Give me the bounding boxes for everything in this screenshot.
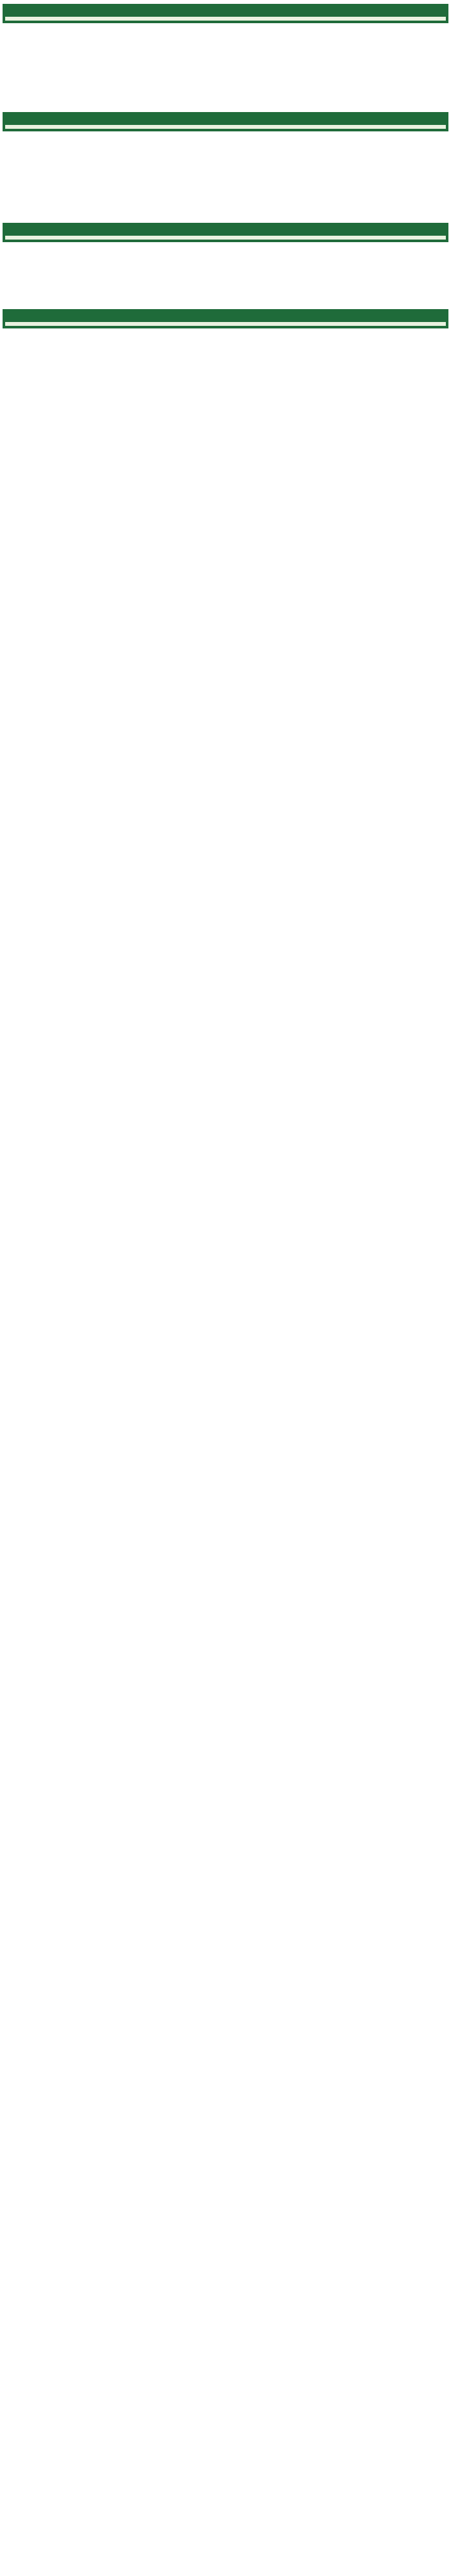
panel-title (5, 225, 446, 236)
panel-precipitacion-estacional (3, 223, 448, 242)
panel-title (5, 6, 446, 17)
panel-temperatura-estacional (3, 309, 448, 328)
panel-title (5, 312, 446, 322)
panel-precipitacion (3, 4, 448, 23)
panel-title (5, 115, 446, 125)
panel-temperatura-media (3, 112, 448, 131)
